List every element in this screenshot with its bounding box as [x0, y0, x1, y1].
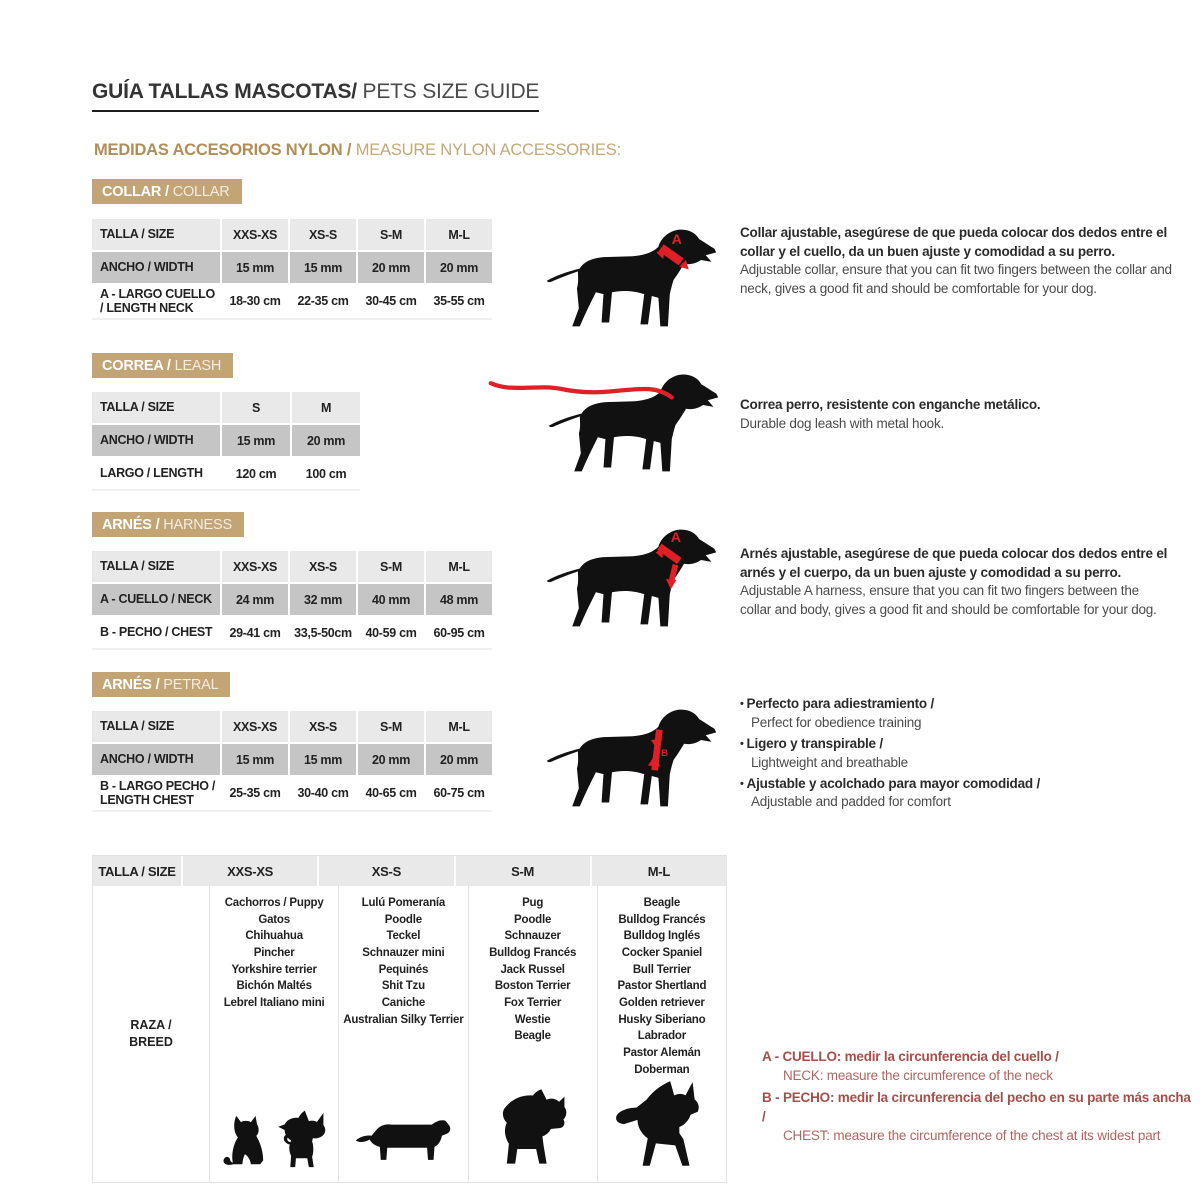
petral-marker-b: B — [661, 748, 669, 760]
note-es: A - CUELLO: medir la circunferencia del cuello / — [762, 1049, 1059, 1064]
breed-item: Bull Terrier — [632, 963, 691, 976]
size-value-cell: M-L — [426, 711, 492, 742]
leash-badge-es: CORREA / — [102, 358, 171, 374]
harness-desc-es: Arnés ajustable, asegúrese de que pueda colocar dos dedos entre el arnés y el cuerpo, da un buen ajuste y comodidad a su perro. — [740, 546, 1168, 580]
collar-desc-es: Collar ajustable, asegúrese de que pueda colocar dos dedos entre el collar y el cuello, da un buen ajuste y comodidad a su perro. — [740, 225, 1167, 259]
breed-item: Fox Terrier — [504, 997, 562, 1010]
row-label: ANCHO / WIDTH — [92, 425, 220, 456]
size-value-cell: M-L — [426, 551, 492, 582]
doberman-icon — [611, 1078, 713, 1172]
harness-size-table — [92, 551, 492, 650]
table-row — [92, 584, 492, 615]
row-label: TALLA / SIZE — [92, 392, 220, 423]
collar-badge-en: COLLAR — [168, 184, 230, 200]
size-value-cell: XS-S — [290, 551, 356, 582]
breed-column-s-m — [469, 886, 598, 1182]
row-label: B - LARGO PECHO / LENGTH CHEST — [92, 777, 220, 810]
table-row — [92, 617, 492, 648]
note-en: CHEST: measure the circumference of the chest at its widest part — [783, 1127, 1161, 1143]
feature-en: Perfect for obedience training — [751, 714, 922, 730]
table-row — [92, 219, 492, 250]
breed-item: Pastor Shertland — [617, 980, 707, 993]
petral-size-table — [92, 711, 492, 812]
row-label: ANCHO / WIDTH — [92, 252, 220, 283]
harness-description — [740, 545, 1172, 620]
table-row — [92, 551, 492, 582]
size-value-cell: 60-75 cm — [426, 777, 492, 810]
breed-item: Boston Terrier — [494, 980, 571, 993]
size-value-cell: 15 mm — [222, 425, 290, 456]
table-row — [92, 777, 492, 810]
row-label: A - LARGO CUELLO / LENGTH NECK — [92, 285, 220, 318]
size-value-cell: 20 mm — [358, 252, 424, 283]
size-value-cell: 40-59 cm — [358, 617, 424, 648]
breed-header-xs-s: XS-S — [319, 856, 453, 886]
breed-row-label: RAZA / BREED — [93, 886, 210, 1182]
table-row — [92, 285, 492, 318]
breed-item: Caniche — [381, 997, 426, 1010]
size-value-cell: 48 mm — [426, 584, 492, 615]
breed-table-body — [93, 886, 726, 1182]
size-value-cell: 20 mm — [292, 425, 360, 456]
petral-feature-list — [740, 695, 1172, 814]
dachshund-icon — [353, 1118, 453, 1172]
leash-badge-en: LEASH — [170, 358, 222, 374]
size-value-cell: XS-S — [290, 219, 356, 250]
feature-es: • Ligero y transpirable / — [740, 735, 1172, 754]
petral-badge-es: ARNÉS / — [102, 677, 160, 693]
breed-item: Pastor Alemán — [623, 1047, 701, 1060]
collar-description — [740, 224, 1172, 299]
note-es: B - PECHO: medir la circunferencia del pecho en su parte más ancha / — [762, 1089, 1191, 1124]
chihuahua-icon — [273, 1109, 327, 1172]
breed-item: Poodle — [384, 913, 422, 926]
petral-section-badge — [92, 672, 230, 697]
breed-silhouettes — [339, 1118, 467, 1182]
size-value-cell: 15 mm — [290, 744, 356, 775]
page-subtitle-en: MEASURE NYLON ACCESSORIES: — [355, 141, 621, 159]
breed-item: Pug — [522, 897, 544, 909]
breed-column-xs-s — [339, 886, 468, 1182]
breed-column-xxs-xs — [210, 886, 339, 1182]
table-row — [92, 425, 360, 456]
size-value-cell: 20 mm — [426, 252, 492, 283]
row-label: TALLA / SIZE — [92, 219, 220, 250]
breed-item: Bichón Maltés — [236, 980, 312, 993]
size-value-cell: 30-40 cm — [290, 777, 356, 810]
petral-badge-en: PETRAL — [159, 677, 219, 693]
size-value-cell: 29-41 cm — [222, 617, 288, 648]
size-value-cell: XS-S — [290, 711, 356, 742]
harness-badge-es: ARNÉS / — [102, 517, 160, 533]
harness-chest-strap-mark — [672, 565, 676, 580]
breed-item: Bulldog Francés — [489, 947, 577, 960]
harness-desc-en: Adjustable A harness, ensure that you can fit two fingers between the collar and body, gives a good fit and should be comfortable for your dog. — [740, 583, 1157, 617]
breed-item: Australian Silky Terrier — [343, 1013, 464, 1026]
table-row — [92, 392, 360, 423]
breed-item: Beagle — [643, 897, 681, 909]
breed-item: Pequinés — [378, 963, 429, 976]
size-value-cell: M — [292, 392, 360, 423]
breed-item: Doberman — [634, 1063, 690, 1076]
size-value-cell: 33,5-50cm — [290, 617, 356, 648]
harness-section-badge — [92, 512, 244, 537]
size-value-cell: 40-65 cm — [358, 777, 424, 810]
breed-item: Pincher — [253, 947, 295, 960]
row-label: B - PECHO / CHEST — [92, 617, 220, 648]
feature-en: Adjustable and padded for comfort — [751, 794, 951, 810]
collar-desc-en: Adjustable collar, ensure that you can fit two fingers between the collar and neck, gives a good fit and should be comfortable for your dog. — [740, 262, 1172, 296]
size-value-cell: 24 mm — [222, 584, 288, 615]
breed-column-m-l — [598, 886, 726, 1182]
breed-item: Shit Tzu — [381, 980, 425, 993]
leash-size-table — [92, 392, 360, 491]
page-subtitle — [94, 141, 621, 160]
leash-line-mark — [491, 383, 672, 397]
breed-item: Husky Siberiano — [618, 1013, 706, 1026]
page-title-en: PETS SIZE GUIDE — [356, 80, 540, 103]
breed-item: Lebrel Italiano mini — [223, 997, 325, 1010]
leash-desc-en: Durable dog leash with metal hook. — [740, 415, 945, 431]
note-en: NECK: measure the circumference of the neck — [783, 1067, 1053, 1083]
size-value-cell: 40 mm — [358, 584, 424, 615]
row-label: A - CUELLO / NECK — [92, 584, 220, 615]
feature-es: • Ajustable y acolchado para mayor comodidad / — [740, 775, 1172, 794]
breed-header-xxs-xs: XXS-XS — [183, 856, 317, 886]
breed-item: Westie — [514, 1013, 551, 1026]
size-value-cell: 15 mm — [222, 252, 288, 283]
breed-list — [339, 886, 467, 1028]
breed-list — [210, 886, 338, 1012]
page-subtitle-es: MEDIDAS ACCESORIOS NYLON / — [94, 141, 356, 159]
breed-header-m-l: M-L — [592, 856, 726, 886]
size-value-cell: M-L — [426, 219, 492, 250]
table-row — [92, 744, 492, 775]
row-label: ANCHO / WIDTH — [92, 744, 220, 775]
row-label: TALLA / SIZE — [92, 711, 220, 742]
collar-section-badge — [92, 179, 242, 204]
size-value-cell: 15 mm — [222, 744, 288, 775]
row-label: TALLA / SIZE — [92, 551, 220, 582]
feature-es: • Perfecto para adiestramiento / — [740, 695, 1172, 714]
harness-marker-a: A — [670, 530, 682, 546]
row-label: LARGO / LENGTH — [92, 458, 220, 489]
size-value-cell: 35-55 cm — [426, 285, 492, 318]
schnauzer-icon — [489, 1084, 577, 1172]
size-value-cell: XXS-XS — [222, 219, 288, 250]
breed-header-s-m: S-M — [456, 856, 590, 886]
collar-marker-a: A — [671, 231, 682, 248]
breed-silhouettes — [210, 1109, 338, 1182]
size-value-cell: 30-45 cm — [358, 285, 424, 318]
page-title-es: GUÍA TALLAS MASCOTAS/ — [92, 80, 357, 103]
breed-item: Schnauzer — [504, 930, 561, 943]
breed-item: Chihuahua — [245, 930, 303, 943]
size-value-cell: S-M — [358, 219, 424, 250]
size-value-cell: 18-30 cm — [222, 285, 288, 318]
table-row — [92, 458, 360, 489]
breed-list — [469, 886, 597, 1045]
breed-silhouettes — [469, 1084, 597, 1182]
size-value-cell: XXS-XS — [222, 711, 288, 742]
breed-list — [598, 886, 726, 1078]
breed-item: Poodle — [514, 913, 552, 926]
collar-badge-es: COLLAR / — [102, 184, 169, 200]
breed-item: Gatos — [258, 913, 290, 926]
size-value-cell: 22-35 cm — [290, 285, 356, 318]
leash-description — [740, 396, 1172, 433]
size-value-cell: 20 mm — [426, 744, 492, 775]
page-title — [92, 80, 539, 112]
breed-item: Bulldog Inglés — [623, 930, 701, 943]
breed-table-header — [93, 856, 726, 886]
breed-table — [92, 855, 727, 1183]
collar-size-table — [92, 219, 492, 320]
breed-item: Yorkshire terrier — [231, 963, 317, 976]
table-row — [92, 252, 492, 283]
breed-item: Labrador — [637, 1030, 686, 1043]
size-value-cell: 60-95 cm — [426, 617, 492, 648]
feature-en: Lightweight and breathable — [751, 754, 908, 770]
petral-dog-illustration — [540, 701, 720, 815]
size-value-cell: 32 mm — [290, 584, 356, 615]
breed-item: Lulú Pomeranía — [361, 897, 446, 909]
size-value-cell: S — [222, 392, 290, 423]
size-value-cell: 100 cm — [292, 458, 360, 489]
breed-item: Beagle — [514, 1030, 551, 1043]
harness-dog-illustration — [540, 521, 720, 635]
leash-section-badge — [92, 353, 233, 378]
size-value-cell: XXS-XS — [222, 551, 288, 582]
size-value-cell: 20 mm — [358, 744, 424, 775]
breed-item: Jack Russel — [500, 963, 565, 976]
breed-item: Cocker Spaniel — [621, 947, 703, 960]
leash-dog-illustration — [487, 366, 722, 480]
size-value-cell: 120 cm — [222, 458, 290, 489]
breed-item: Cachorros / Puppy — [224, 897, 324, 909]
breed-silhouettes — [598, 1078, 726, 1182]
measuring-notes — [762, 1048, 1192, 1148]
size-value-cell: 25-35 cm — [222, 777, 288, 810]
breed-item: Bulldog Francés — [618, 913, 706, 926]
breed-item: Schnauzer mini — [362, 947, 445, 960]
harness-badge-en: HARNESS — [159, 517, 232, 533]
size-value-cell: 15 mm — [290, 252, 356, 283]
breed-item: Teckel — [386, 930, 421, 943]
table-row — [92, 711, 492, 742]
cat-icon — [221, 1112, 267, 1172]
leash-desc-es: Correa perro, resistente con enganche metálico. — [740, 397, 1041, 412]
size-value-cell: S-M — [358, 551, 424, 582]
size-value-cell: S-M — [358, 711, 424, 742]
collar-dog-illustration — [540, 221, 720, 335]
breed-header-talla: TALLA / SIZE — [93, 856, 181, 886]
breed-item: Golden retriever — [619, 997, 705, 1010]
